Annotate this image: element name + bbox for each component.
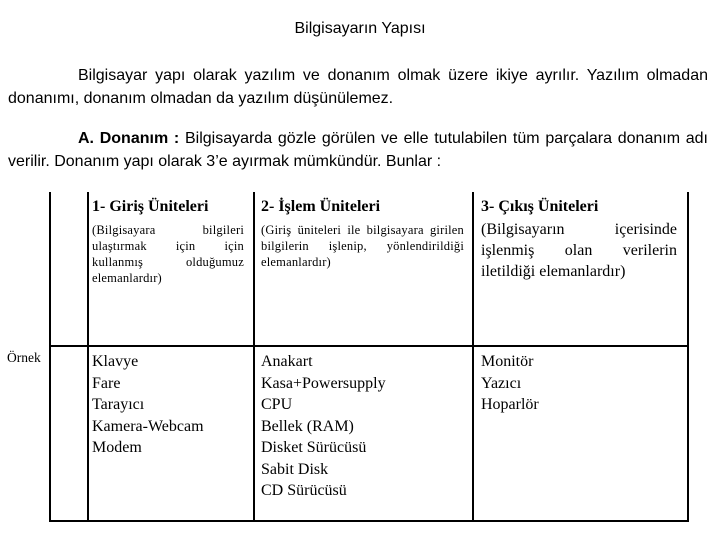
section-a-lead: A. Donanım :	[78, 130, 180, 147]
list-item: CD Sürücüsü	[261, 482, 347, 499]
list-item: Tarayıcı	[92, 396, 145, 413]
column-examples-process	[261, 351, 386, 502]
intro-paragraph	[8, 64, 708, 110]
list-item: Sabit Disk	[261, 460, 329, 478]
column-header-process: 2- İşlem Üniteleri	[261, 198, 381, 215]
column-examples-input	[92, 351, 204, 459]
list-item: Monitör	[481, 353, 534, 370]
list-item: Anakart	[261, 353, 313, 370]
intro-text: Bilgisayar yapı olarak yazılım ve donanım olmak üzere ikiye ayrılır. Yazılım olmadan donanımı, donanım olmadan da yazılım düşünülemez.	[8, 67, 708, 107]
section-a-text: Bilgisayarda gözle görülen ve elle tutulabilen tüm parçalara donanım adı verilir. Donanım yapı olarak 3’e ayırmak mümkündür. Bunlar :	[8, 130, 708, 170]
column-desc-process: (Giriş üniteleri ile bilgisayara girilen bilgilerin işlenip, yönlendirildiği elemanlardır)	[261, 223, 464, 269]
list-item: Modem	[92, 439, 142, 456]
list-item: CPU	[261, 396, 293, 413]
list-item: Klavye	[92, 353, 139, 370]
list-item: Fare	[92, 374, 121, 392]
table-divider	[253, 192, 255, 522]
table-divider	[87, 192, 89, 522]
column-desc-output: (Bilgisayarın içerisinde işlenmiş olan verilerin iletildiği elemanlardır)	[481, 221, 677, 280]
page-title: Bilgisayarın Yapısı	[294, 20, 426, 37]
table-divider	[472, 192, 474, 522]
column-header-input: 1- Giriş Üniteleri	[92, 198, 209, 215]
section-a-paragraph	[8, 127, 708, 173]
column-examples-output	[481, 351, 539, 416]
list-item: Hoparlör	[481, 396, 539, 413]
list-item: Yazıcı	[481, 374, 522, 392]
list-item: Kasa+Powersupply	[261, 374, 386, 392]
list-item: Disket Sürücüsü	[261, 439, 367, 456]
list-item: Bellek (RAM)	[261, 417, 354, 435]
row-label-example: Örnek	[7, 350, 41, 365]
column-header-output: 3- Çıkış Üniteleri	[481, 198, 599, 215]
table-row-divider	[49, 345, 689, 347]
list-item: Kamera-Webcam	[92, 417, 204, 435]
column-desc-input: (Bilgisayara bilgileri ulaştırmak için için kullanmış olduğumuz elemanlardır)	[92, 223, 244, 285]
